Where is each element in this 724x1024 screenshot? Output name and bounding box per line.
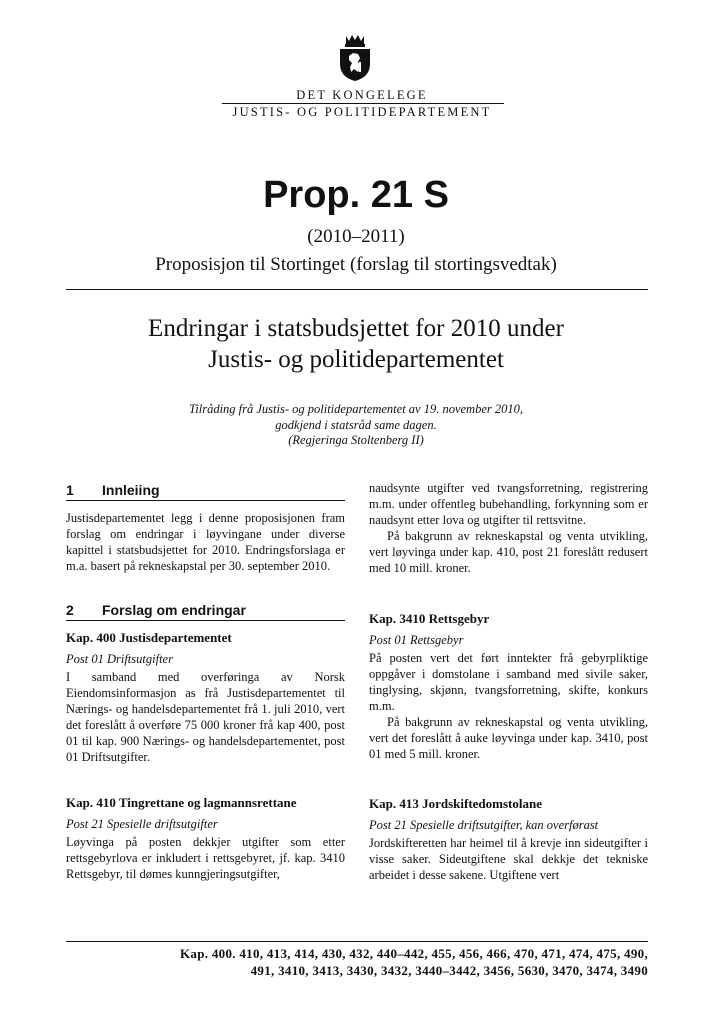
continued-paragraph: naudsynte utgifter ved tvangsforretning, registrering m.m. under offentleg bubehandling, forkynning som er naudsynt etter lova og utgifter til rettsvitne. xyxy=(369,481,648,527)
section-heading-1 xyxy=(66,480,345,501)
top-divider xyxy=(66,289,648,290)
section-number: 1 xyxy=(66,482,74,498)
right-column xyxy=(369,480,648,883)
department-name-line1: DET KONGELEGE xyxy=(296,88,428,102)
section-title: Forslag om endringar xyxy=(102,602,246,618)
section-heading-2 xyxy=(66,600,345,621)
kap-410-heading: Kap. 410 Tingrettane og lagmannsrettane xyxy=(66,795,297,810)
kap-413-paragraph: Jordskifteretten har heimel til å krevje inn sideutgifter i visse saker. Sideutgiftene skal dekkje det tekniske arbeidet i desse sakene. Utgiftene vert xyxy=(369,836,648,882)
kap-400-paragraph: I samband med overføringa av Norsk Eiendomsinformasjon as frå Justisdepartementet til Nærings- og handelsdepartementet frå 1. juli 2010, vert det foreslått å overføre 75 000 kroner frå kap 400, post 01 til kap. 900 Nærings- og handelsdepartementet, post 01 Driftsutgifter. xyxy=(66,670,345,764)
proposition-title: Prop. 21 S xyxy=(263,174,449,216)
footer-line2: 491, 3410, 3413, 3430, 3432, 3440–3442, 3456, 5630, 3470, 3474, 3490 xyxy=(250,963,648,978)
kap-3410-heading: Kap. 3410 Rettsgebyr xyxy=(369,611,490,626)
section-number: 2 xyxy=(66,602,74,618)
kap-3410-post: Post 01 Rettsgebyr xyxy=(369,633,464,647)
kap-3410-paragraph: På posten vert det ført inntekter frå gebyrpliktige oppgåver i domstolane i samband med sivile saker, tinglysing, skjønn, tvangsforretning, skifte, konkurs m.m. xyxy=(369,651,648,713)
section-1-paragraph: Justisdepartementet legg i denne proposisjonen fram forslag om endringar i løyvingane under diverse kapittel i statsbudsjettet for 2010. Endringsforslaga er m.a. basert på rekneskapstal per 30. september 2010. xyxy=(66,511,345,573)
main-title-line1: Endringar i statsbudsjettet for 2010 under xyxy=(148,315,564,342)
footer-line1: Kap. 400. 410, 413, 414, 430, 432, 440–442, 455, 456, 466, 470, 471, 474, 475, 490, xyxy=(180,946,648,961)
kap-400-heading: Kap. 400 Justisdepartementet xyxy=(66,630,232,645)
kap-413-heading: Kap. 413 Jordskiftedomstolane xyxy=(369,796,542,811)
footer-chapter-list xyxy=(66,945,648,979)
main-title-line2: Justis- og politidepartementet xyxy=(208,346,504,373)
proposition-years: (2010–2011) xyxy=(307,226,405,247)
recommendation-line3: (Regjeringa Stoltenberg II) xyxy=(288,433,424,447)
main-title xyxy=(0,313,712,375)
continued-paragraph-2: På bakgrunn av rekneskapstal og venta utvikling, vert løyvinga under kap. 410, post 21 foreslått redusert med 10 mill. kroner. xyxy=(369,529,648,575)
recommendation-line2: godkjend i statsråd same dagen. xyxy=(275,417,437,432)
department-name-line2: JUSTIS- OG POLITIDEPARTEMENT xyxy=(232,105,492,119)
kap-3410-paragraph-2: På bakgrunn av rekneskapstal og venta utvikling, vert det foreslått å auke løyvinga under kap. 3410, post 01 med 5 mill. kroner. xyxy=(369,715,648,761)
recommendation-line1: Tilråding frå Justis- og politidepartementet av 19. november 2010, xyxy=(189,402,523,416)
kap-413-post: Post 21 Spesielle driftsutgifter, kan overførast xyxy=(369,818,599,832)
proposition-subtitle: Proposisjon til Stortinget (forslag til stortingsvedtak) xyxy=(155,254,557,275)
kap-400-post: Post 01 Driftsutgifter xyxy=(66,652,173,666)
department-divider xyxy=(222,103,504,104)
recommendation-note xyxy=(0,402,712,449)
left-column xyxy=(66,480,345,882)
kap-410-post: Post 21 Spesielle driftsutgifter xyxy=(66,817,218,831)
footer-divider xyxy=(66,941,648,942)
kap-410-paragraph: Løyvinga på posten dekkjer utgifter som etter rettsgebyrlova er inkludert i rettsgebyret, jf. kap. 3410 Rettsgebyr, til dømes kunngjeringsutgifter, xyxy=(66,835,345,881)
section-title: Innleiing xyxy=(102,482,160,498)
coat-of-arms-logo xyxy=(332,34,378,82)
